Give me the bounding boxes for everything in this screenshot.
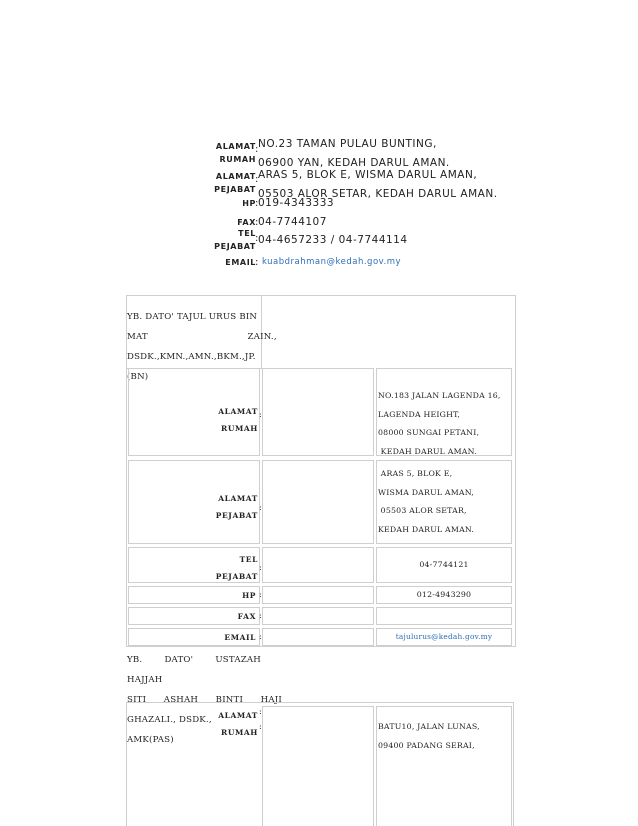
contact-value-fax: 04-7744107 [258, 216, 327, 228]
name-line: DSDK.,KMN.,AMN.,BKM.,JP. [127, 352, 256, 362]
label-line: PEJABAT [214, 185, 256, 194]
colon: : [259, 632, 262, 641]
address-line: WISMA DARUL AMAN, [378, 487, 474, 497]
email-link[interactable]: kuabdrahman@kedah.gov.my [262, 257, 402, 267]
colon: : [255, 233, 259, 244]
colon: : [255, 217, 259, 228]
value-line: 06900 YAN, KEDAH DARUL AMAN. [258, 157, 450, 169]
value-line: 05503 ALOR SETAR, KEDAH DARUL AMAN. [258, 188, 498, 200]
contact-row-email [195, 253, 495, 273]
person1-email-label: EMAIL [224, 633, 256, 642]
address-line: KEDAH DARUL AMAN. [378, 446, 477, 456]
contact-label-alamat-pejabat [214, 170, 259, 196]
contact-label-fax: FAX [237, 218, 256, 227]
person1-tel-label [216, 551, 258, 585]
colon: : [259, 590, 262, 599]
contact-label-email: EMAIL [225, 258, 256, 267]
person1-tel-value: 04-7744121 [419, 560, 469, 569]
label-line: TEL [239, 555, 258, 564]
colon: : [255, 257, 259, 268]
label-line: ALAMAT [218, 494, 258, 503]
label-line: ALAMAT [218, 407, 258, 416]
name-line: (BN) [127, 372, 149, 382]
name-line: YB. DATO' TAJUL URUS BIN [127, 312, 258, 322]
label-line: RUMAH [221, 424, 258, 433]
person1-rumah-address [378, 387, 501, 461]
colon: : [255, 174, 259, 185]
contact-value-email [262, 253, 401, 272]
name-line: SITI ASHAH BINTI HAJI [127, 695, 282, 705]
address-line: LAGENDA HEIGHT, [378, 409, 461, 419]
contact-row-alamat-rumah [195, 135, 495, 169]
address-line: 05503 ALOR SETAR, [378, 506, 467, 515]
person1-pejabat-label [216, 490, 258, 524]
contact-label-tel-pejabat [214, 227, 259, 253]
email-spacer-cell [262, 628, 374, 646]
colon: : [259, 503, 262, 512]
label-line: ALAMAT [215, 172, 256, 181]
tel-spacer-cell [262, 547, 374, 583]
contact-label-hp: HP [242, 199, 256, 208]
label-line: TEL [238, 229, 256, 238]
colon: : [259, 563, 262, 572]
colon: : [259, 410, 262, 419]
person2-rumah-label [218, 707, 258, 741]
name-line: GHAZALI., DSDK., AMK(PAS) [127, 715, 212, 745]
contact-value-hp: 019-4343333 [258, 197, 335, 209]
person1-hp-value: 012-4943290 [416, 590, 472, 599]
address-line: KEDAH DARUL AMAN. [378, 524, 475, 534]
value-line: NO.23 TAMAN PULAU BUNTING, [258, 138, 437, 150]
label-line: PEJABAT [214, 242, 256, 251]
email-link[interactable]: tajulurus@kedah.gov.my [395, 632, 493, 641]
person1-email-value [376, 628, 512, 647]
person1-hp-label: HP [242, 591, 256, 600]
label-line: ALAMAT [218, 711, 258, 720]
address-line: NO.183 JALAN LAGENDA 16, [378, 391, 501, 400]
colon: : [255, 144, 259, 155]
value-line: ARAS 5, BLOK E, WISMA DARUL AMAN, [258, 169, 478, 181]
label-line: PEJABAT [215, 572, 258, 581]
fax-value-cell [376, 607, 512, 625]
label-line: RUMAH [219, 155, 256, 164]
name-line: MAT ZAIN., [127, 332, 277, 342]
person1-fax-label: FAX [237, 612, 256, 621]
contact-label-alamat-rumah [215, 140, 259, 166]
person1-rumah-label [218, 403, 258, 437]
address-line: BATU10, JALAN LUNAS, [378, 722, 480, 731]
name-line: YB. DATO' USTAZAH HAJJAH [127, 655, 261, 685]
hp-spacer-cell [262, 586, 374, 604]
person2-rumah-address [378, 718, 480, 755]
contact-row-hp [195, 194, 495, 214]
address-line: 09400 PADANG SERAI, [378, 740, 475, 750]
person1-pejabat-address [378, 465, 474, 539]
colon: : [259, 611, 262, 620]
contact-value-tel-pejabat: 04-4657233 / 04-7744114 [258, 234, 408, 246]
hp-label-cell [128, 586, 260, 604]
person2-rumah-spacer-cell [262, 706, 374, 826]
label-line: ALAMAT [215, 142, 256, 151]
fax-spacer-cell [262, 607, 374, 625]
colon: : [255, 198, 259, 209]
address-line: 08000 SUNGAI PETANI, [378, 428, 480, 437]
pejabat-spacer-cell [262, 460, 374, 544]
label-line: RUMAH [221, 728, 258, 737]
colon: : [259, 722, 262, 731]
rumah-spacer-cell [262, 368, 374, 456]
label-line: PEJABAT [215, 511, 258, 520]
colon: : [259, 707, 262, 716]
address-line: ARAS 5, BLOK E, [378, 469, 453, 478]
